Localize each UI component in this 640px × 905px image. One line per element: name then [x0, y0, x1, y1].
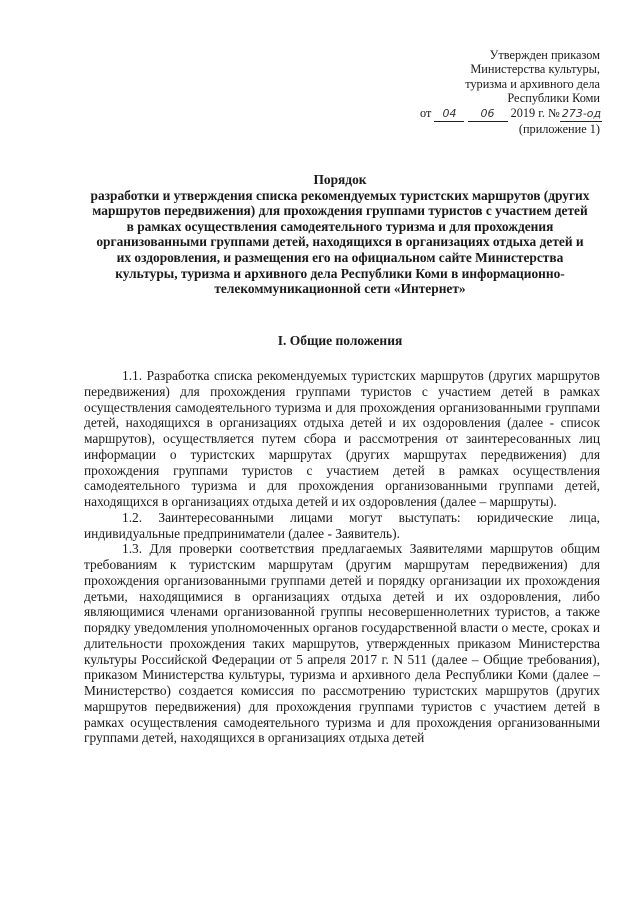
approval-line: туризма и архивного дела	[465, 76, 600, 91]
paragraph: 1.2. Заинтересованными лицами могут выступать: юридические лица, индивидуальные предприниматели (далее - Заявитель).	[84, 509, 600, 541]
approval-date-line	[420, 106, 600, 122]
paragraph: 1.1. Разработка списка рекомендуемых туристских маршрутов (других маршрутов передвижения) для прохождения группами туристов с участием детей в рамках осуществления самодеятельного туризма и для прохождения организованными группами детей, находящихся в организациях отдыха детей и их оздоровления (далее - список маршрутов), осуществляется путем сбора и рассмотрения от заинтересованных лиц информации о туристских маршрутах (других маршрутах передвижения) для прохождения группами туристов с участием детей в рамках осуществления самодеятельного туризма и для прохождения организованными группами детей, находящихся в организациях отдыха детей и их оздоровления (далее – маршруты).	[84, 368, 600, 509]
section-heading: I. Общие положения	[277, 333, 403, 348]
handwritten-month: 06	[468, 107, 508, 122]
title-subtitle: разработки и утверждения списка рекомендуемых туристских маршрутов (других маршрутов передвижения) для прохождения группами туристов с участием детей в рамках осуществления самодеятельного туризма и для прохождения организованными группами детей, находящихся в организациях отдыха детей и их оздоровления, и размещения его на официальном сайте Министерства культуры, туризма и архивного дела Республики Коми в информационно-телекоммуникационной сети «Интернет»	[90, 187, 590, 297]
paragraph: 1.3. Для проверки соответствия предлагаемых Заявителями маршрутов общим требованиям к туристским маршрутам (другим маршрутам передвижения) для прохождения организованными группами детей и порядку организации их прохождения детьми, находящимися в организациях отдыха детей и их оздоровления, либо являющимися членами организованной группы несовершеннолетних туристов, а также порядку уведомления уполномоченных органов государственной власти о месте, сроках и длительности прохождения таких маршрутов, утвержденных приказом Министерства культуры Российской Федерации от 5 апреля 2017 г. N 511 (далее – Общие требования), приказом Министерства культуры, туризма и архивного дела Республики Коми (далее – Министерство) создается комиссия по рассмотрению туристских маршрутов (других маршрутов передвижения) для прохождения группами туристов с участием детей в рамках осуществления самодеятельного туризма и для прохождения организованными группами детей, находящихся в организациях отдыха детей	[84, 541, 600, 746]
approval-stamp	[420, 48, 600, 136]
document-title	[90, 172, 590, 297]
approval-line: Утвержден приказом	[489, 48, 600, 62]
document-body	[84, 368, 600, 746]
title-heading: Порядок	[313, 172, 367, 187]
approval-line: Министерства культуры,	[470, 62, 600, 77]
handwritten-day: 04	[434, 107, 464, 122]
handwritten-order-number: 273-од	[560, 107, 602, 122]
date-year: 2019 г. №	[510, 105, 560, 120]
approval-line: Республики Коми	[507, 91, 600, 106]
appendix-label: (приложение 1)	[518, 122, 600, 137]
date-prefix: от	[420, 105, 432, 120]
